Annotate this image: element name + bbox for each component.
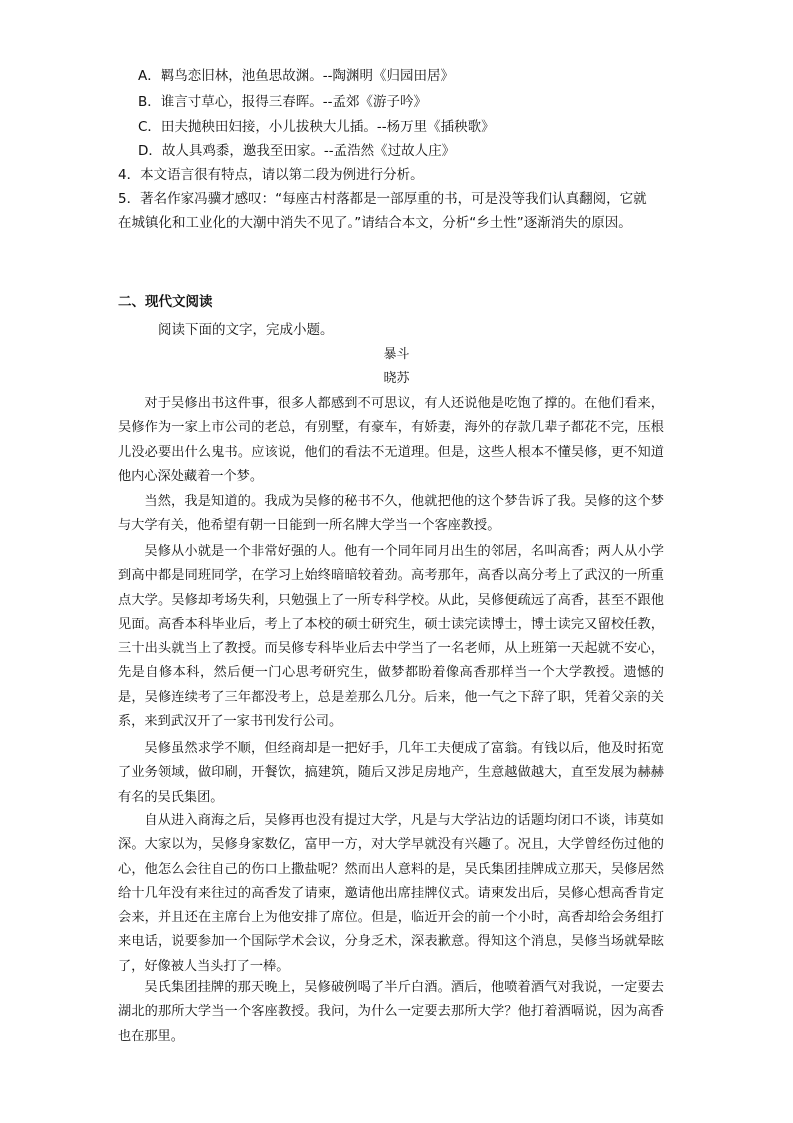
option-d: D．故人具鸡黍，邀我至田家。--孟浩然《过故人庄》 [138, 143, 456, 159]
question-5-line1: 5．著名作家冯骥才感叹：“每座古村落都是一部厚重的书，可是没等我们认真翻阅，它就 [118, 191, 647, 207]
option-b: B．谁言寸草心，报得三春晖。--孟郊《游子吟》 [138, 94, 428, 110]
paragraph-4: 吴修虽然求学不顺，但经商却是一把好手，几年工夫便成了富翁。有钱以后，他及时拓宽了业务领域，做印刷，开餐饮，搞建筑，随后又涉足房地产，生意越做越大，直至发展为赫赫有名的吴氏集团。 [118, 741, 664, 805]
paragraph-3: 吴修从小就是一个非常好强的人。他有一个同年同月出生的邻居，名叫高香；两人从小学到高中都是同班同学，在学习上始终暗暗较着劲。高考那年，高香以高分考上了武汉的一所重点大学。吴修却考场失利，只勉强上了一所专科学校。从此，吴修便疏远了高香，甚至不跟他见面。高香本科毕业后，考上了本校的硕士研究生，硕士读完读博士，博士读完又留校任教，三十出头就当上了教授。而吴修专科毕业后去中学当了一名老师，从上班第一天起就不安心，先是自修本科，然后便一门心思考研究生，做梦都盼着像高香那样当一个大学教授。遗憾的是，吴修连续考了三年都没考上，总是差那么几分。后来，他一气之下辞了职，凭着父亲的关系，来到武汉开了一家书刊发行公司。 [118, 544, 664, 730]
question-5-line2: 在城镇化和工业化的大潮中消失不见了。”请结合本文，分析“乡土性”逐渐消失的原因。 [118, 215, 632, 231]
article-author: 晓苏 [383, 371, 410, 386]
paragraph-2: 当然，我是知道的。我成为吴修的秘书不久，他就把他的这个梦告诉了我。吴修的这个梦与大学有关，他希望有朝一日能到一所名牌大学当一个客座教授。 [118, 494, 664, 534]
reading-instruction: 阅读下面的文字，完成小题。 [158, 322, 334, 338]
section-heading: 二、现代文阅读 [118, 294, 213, 310]
paragraph-6: 吴氏集团挂牌的那天晚上，吴修破例喝了半斤白酒。酒后，他喷着酒气对我说，一定要去湖北的那所大学当一个客座教授。我问，为什么一定要去那所大学？他打着酒嗝说，因为高香也在那里。 [118, 980, 664, 1044]
question-4: 4．本文语言很有特点，请以第二段为例进行分析。 [118, 167, 424, 183]
option-c: C．田夫抛秧田妇接，小儿拔秧大儿插。--杨万里《插秧歌》 [138, 119, 495, 135]
paragraph-5: 自从进入商海之后，吴修再也没有提过大学，凡是与大学沾边的话题均闭口不谈，讳莫如深。大家以为，吴修身家数亿，富甲一方，对大学早就没有兴趣了。况且，大学曾经伤过他的心，他怎么会往自己的伤口上撒盐呢？然而出人意料的是，吴氏集团挂牌成立那天，吴修居然给十几年没有来往过的高香发了请柬，邀请他出席挂牌仪式。请柬发出后，吴修心想高香肯定会来，并且还在主席台上为他安排了席位。但是，临近开会的前一个小时，高香却给会务组打来电话，说要参加一个国际学术会议，分身乏术，深表歉意。得知这个消息，吴修当场就晕眩了，好像被人当头打了一棒。 [118, 813, 664, 974]
article-title: 暴斗 [383, 347, 410, 362]
paragraph-1: 对于吴修出书这件事，很多人都感到不可思议，有人还说他是吃饱了撑的。在他们看来，吴修作为一家上市公司的老总，有别墅，有豪车，有娇妻，海外的存款几辈子都花不完，压根儿没必要出什么鬼书。应该说，他们的看法不无道理。但是，这些人根本不懂吴修，更不知道他内心深处藏着一个梦。 [118, 396, 664, 484]
option-a: A．羁鸟恋旧林，池鱼思故渊。--陶渊明《归园田居》 [138, 68, 454, 84]
